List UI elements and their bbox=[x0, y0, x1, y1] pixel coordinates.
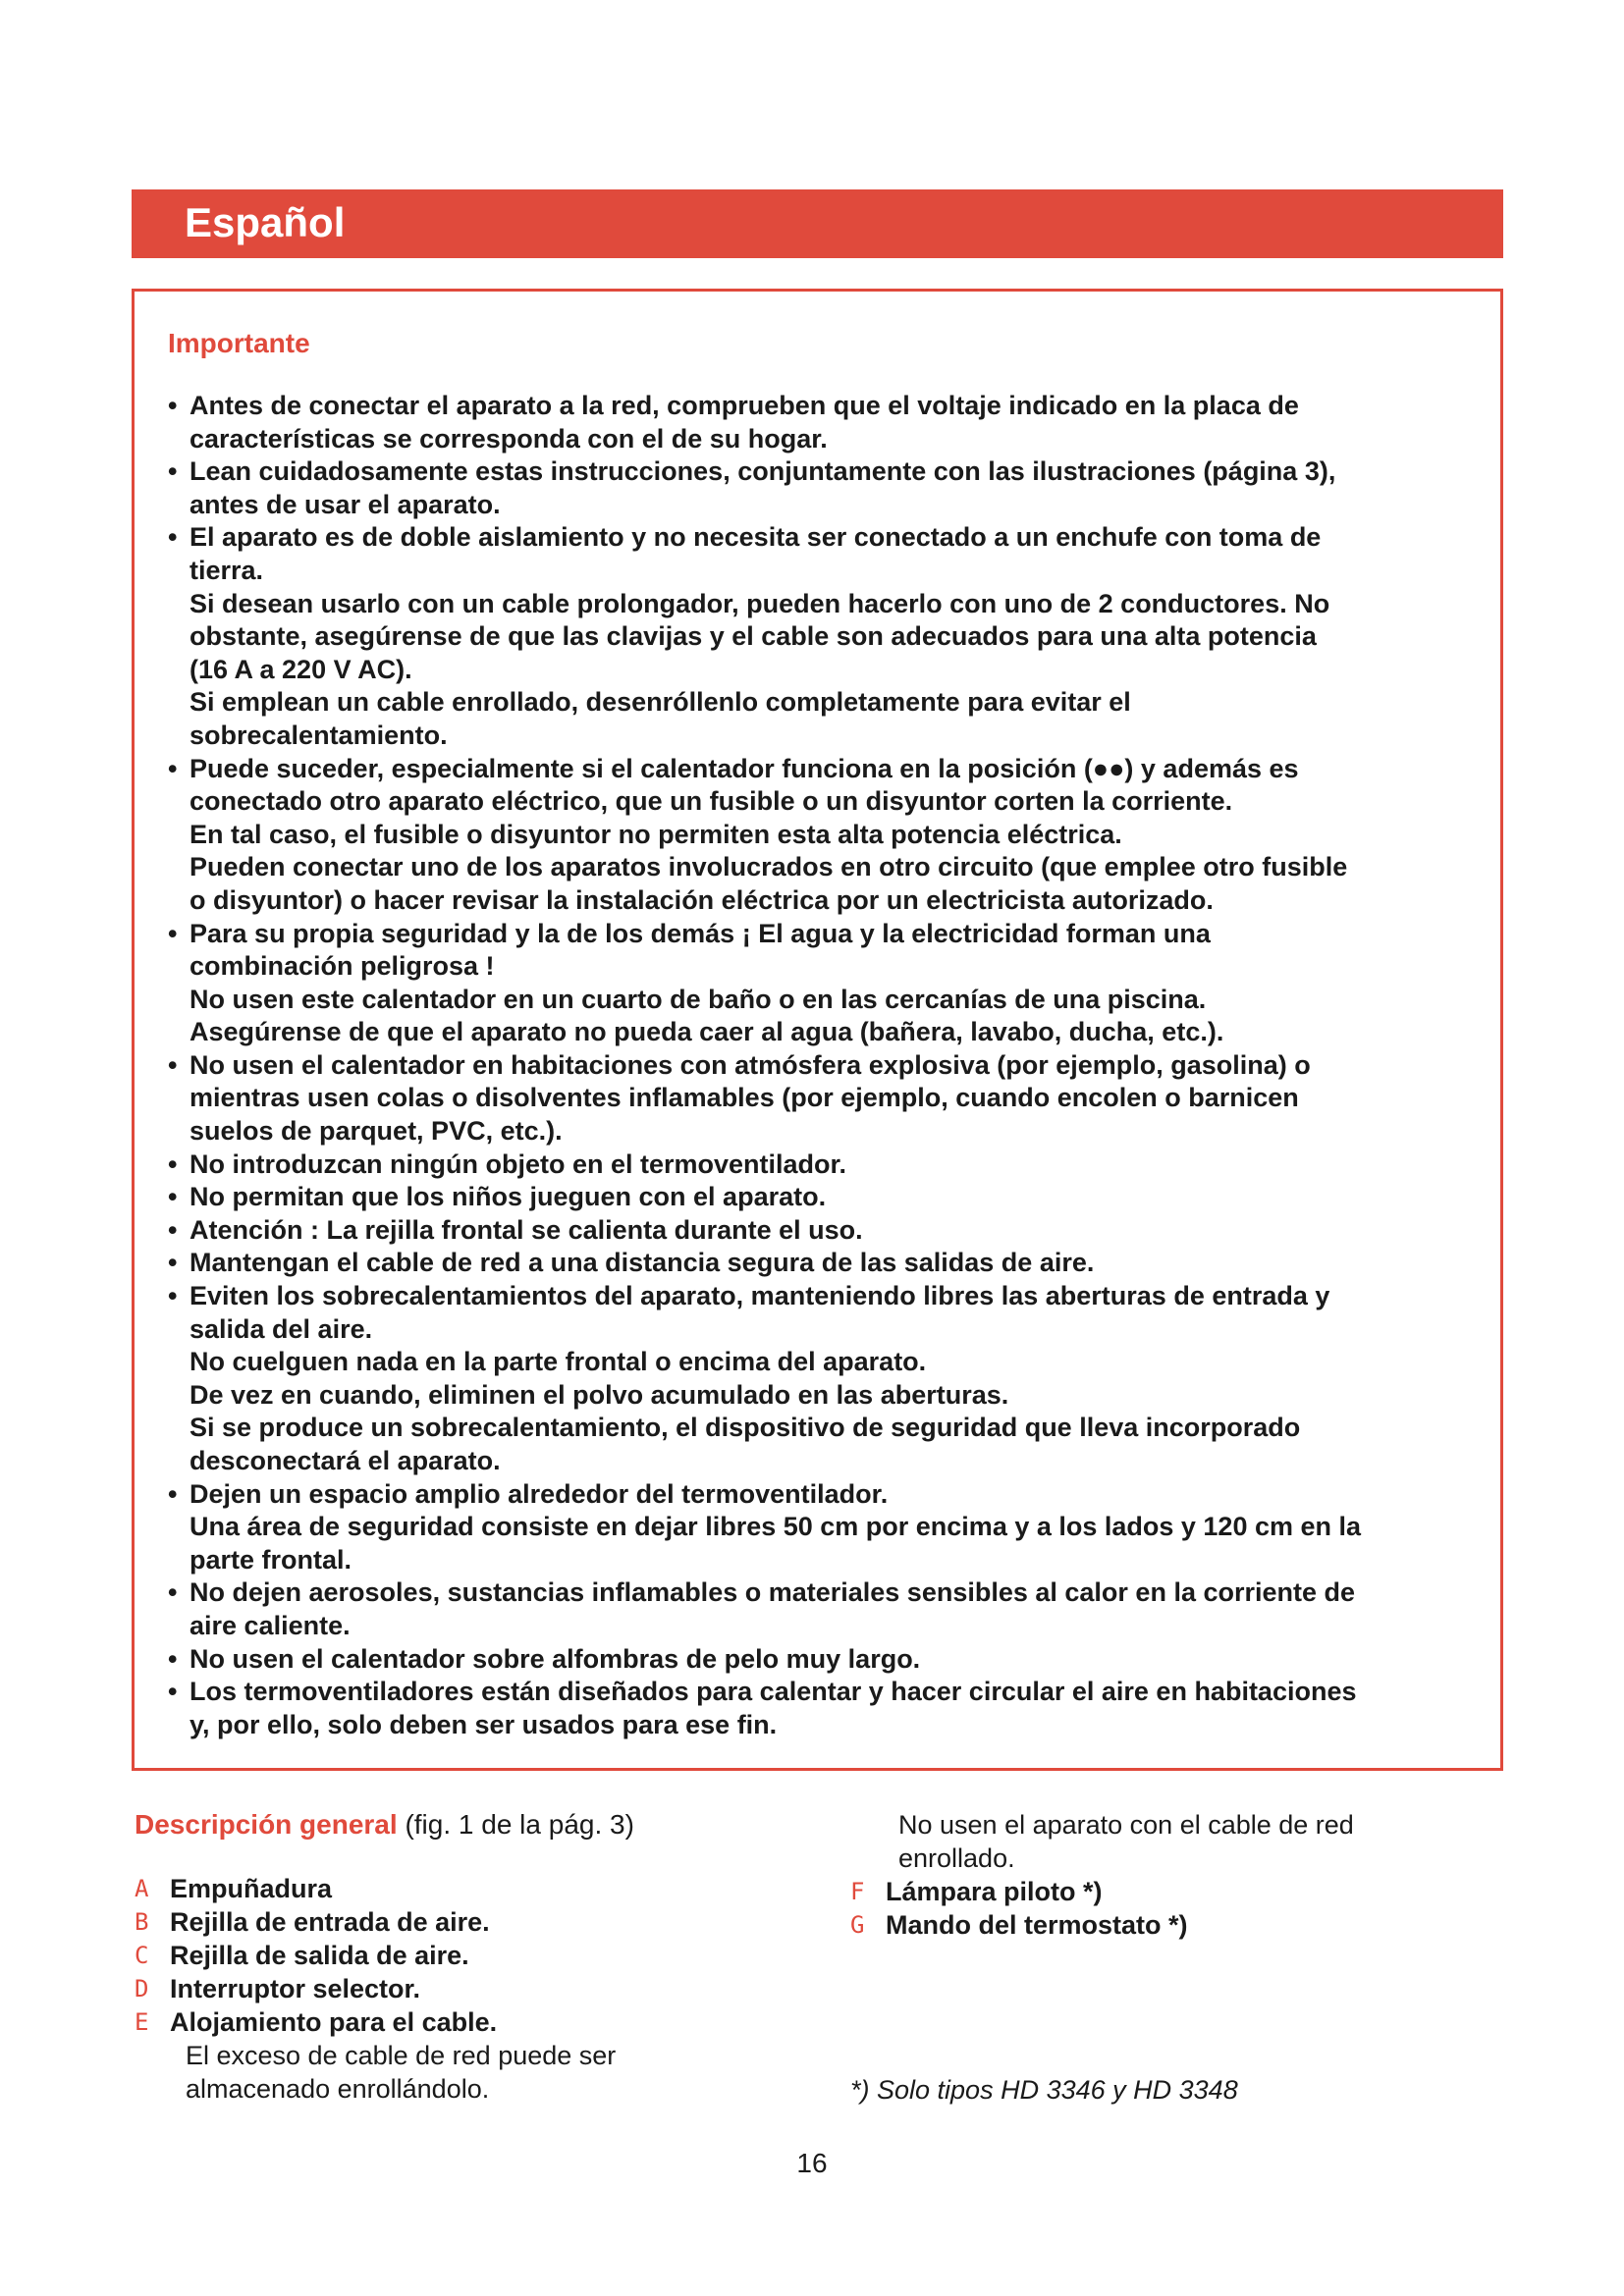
description-right-column bbox=[850, 1808, 1479, 1942]
important-item-line: características se corresponda con el de su hogar. bbox=[189, 423, 828, 454]
important-item-line: sobrecalentamiento. bbox=[189, 720, 448, 750]
important-item-line: Para su propia seguridad y la de los demás ¡ El agua y la electricidad forman una bbox=[189, 918, 1211, 948]
important-item-line: Dejen un espacio amplio alrededor del termoventilador. bbox=[189, 1478, 889, 1509]
right-note-line: No usen el aparato con el cable de red bbox=[898, 1810, 1354, 1840]
item-label: Mando del termostato *) bbox=[886, 1910, 1188, 1940]
important-item bbox=[168, 1214, 1484, 1248]
bullet-icon: • bbox=[168, 1281, 178, 1311]
description-item bbox=[135, 1972, 841, 2005]
important-item-line: No permitan que los niños jueguen con el aparato. bbox=[189, 1182, 827, 1212]
important-item bbox=[168, 753, 1484, 918]
important-item-line: Atención : La rejilla frontal se calienta durante el uso. bbox=[189, 1214, 863, 1245]
important-item bbox=[168, 1247, 1484, 1280]
item-letter: D bbox=[135, 1975, 149, 2002]
item-label: Rejilla de salida de aire. bbox=[170, 1941, 469, 1970]
bullet-icon: • bbox=[168, 456, 178, 487]
important-item-line: Asegúrense de que el aparato no pueda caer al agua (bañera, lavabo, ducha, etc.). bbox=[189, 1017, 1224, 1047]
important-item-line: salida del aire. bbox=[189, 1313, 373, 1344]
item-label: Interruptor selector. bbox=[170, 1974, 421, 2003]
important-item bbox=[168, 455, 1484, 521]
bullet-icon: • bbox=[168, 1248, 178, 1278]
footnote: *) Solo tipos HD 3346 y HD 3348 bbox=[850, 2075, 1238, 2105]
important-item bbox=[168, 1576, 1484, 1642]
important-item-line: (16 A a 220 V AC). bbox=[189, 654, 412, 684]
description-item bbox=[850, 1908, 1479, 1942]
important-item-line: No dejen aerosoles, sustancias inflamables o materiales sensibles al calor en la corriente de bbox=[189, 1577, 1356, 1608]
important-item bbox=[168, 918, 1484, 1049]
right-note-line: enrollado. bbox=[898, 1843, 1015, 1873]
important-item-line: Los termoventiladores están diseñados para calentar y hacer circular el aire en habitaciones bbox=[189, 1677, 1357, 1707]
bullet-icon: • bbox=[168, 1182, 178, 1212]
important-item-line: No usen el calentador en habitaciones con atmósfera explosiva (por ejemplo, gasolina) o bbox=[189, 1049, 1311, 1080]
description-heading-ref: (fig. 1 de la pág. 3) bbox=[405, 1809, 634, 1840]
important-item-line: Lean cuidadosamente estas instrucciones, conjuntamente con las ilustraciones (página 3), bbox=[189, 456, 1336, 487]
important-item bbox=[168, 1181, 1484, 1214]
important-item bbox=[168, 1049, 1484, 1148]
important-item-line: Una área de seguridad consiste en dejar libres 50 cm por encima y a los lados y 120 cm en la bbox=[189, 1512, 1362, 1542]
important-item bbox=[168, 390, 1484, 455]
bullet-icon: • bbox=[168, 391, 178, 420]
important-item-line: parte frontal. bbox=[189, 1544, 352, 1575]
important-item-line: suelos de parquet, PVC, etc.). bbox=[189, 1116, 563, 1147]
important-item-line: desconectará el aparato. bbox=[189, 1446, 501, 1475]
right-note bbox=[850, 1808, 1479, 1875]
e-note-line: almacenado enrollándolo. bbox=[186, 2074, 490, 2104]
bullet-icon: • bbox=[168, 522, 178, 553]
description-right-items bbox=[850, 1875, 1479, 1942]
description-item bbox=[135, 2005, 841, 2039]
item-label: Empuñadura bbox=[170, 1874, 333, 1903]
important-item bbox=[168, 1676, 1484, 1741]
bullet-icon: • bbox=[168, 1643, 178, 1674]
description-left-column bbox=[135, 1808, 841, 2106]
important-item-line: No usen el calentador sobre alfombras de pelo muy largo. bbox=[189, 1643, 921, 1674]
important-item-line: Eviten los sobrecalentamientos del aparato, manteniendo libres las aberturas de entrada y bbox=[189, 1281, 1330, 1311]
important-item-line: o disyuntor) o hacer revisar la instalación eléctrica por un electricista autorizado. bbox=[189, 884, 1214, 915]
important-item-line: antes de usar el aparato. bbox=[189, 489, 501, 519]
important-item-line: Puede suceder, especialmente si el calentador funciona en la posición (●●) y además es bbox=[189, 753, 1299, 783]
important-item-line: Si desean usarlo con un cable prolongador, pueden hacerlo con uno de 2 conductores. No bbox=[189, 588, 1330, 618]
item-letter: F bbox=[850, 1878, 865, 1905]
item-label: Rejilla de entrada de aire. bbox=[170, 1907, 490, 1937]
important-item bbox=[168, 1478, 1484, 1577]
item-label: Alojamiento para el cable. bbox=[170, 2007, 498, 2037]
description-heading-title: Descripción general bbox=[135, 1809, 398, 1840]
language-header-bar bbox=[132, 189, 1503, 258]
bullet-icon: • bbox=[168, 1148, 178, 1179]
bullet-icon: • bbox=[168, 753, 178, 783]
important-list bbox=[168, 390, 1484, 1741]
important-heading: Importante bbox=[168, 328, 310, 358]
bullet-icon: • bbox=[168, 1677, 178, 1707]
important-item-line: El aparato es de doble aislamiento y no necesita ser conectado a un enchufe con toma de bbox=[189, 522, 1322, 553]
important-item bbox=[168, 1643, 1484, 1677]
item-letter: B bbox=[135, 1908, 149, 1936]
page-number: 16 bbox=[796, 2148, 828, 2178]
language-title: Español bbox=[185, 199, 346, 245]
important-item-line: Si se produce un sobrecalentamiento, el dispositivo de seguridad que lleva incorporado bbox=[189, 1413, 1301, 1443]
item-letter: C bbox=[135, 1942, 149, 1969]
bullet-icon: • bbox=[168, 1214, 178, 1245]
important-box bbox=[132, 289, 1503, 1771]
important-item bbox=[168, 1148, 1484, 1182]
important-item bbox=[168, 521, 1484, 752]
important-item-line: De vez en cuando, eliminen el polvo acumulado en las aberturas. bbox=[189, 1379, 1009, 1410]
item-letter: E bbox=[135, 2008, 149, 2036]
important-item-line: No usen este calentador en un cuarto de baño o en las cercanías de una piscina. bbox=[189, 984, 1207, 1014]
description-item bbox=[135, 1872, 841, 1905]
important-item-line: Mantengan el cable de red a una distancia segura de las salidas de aire. bbox=[189, 1248, 1095, 1278]
important-item-line: No cuelguen nada en la parte frontal o encima del aparato. bbox=[189, 1347, 927, 1377]
bullet-icon: • bbox=[168, 1478, 178, 1509]
item-letter: A bbox=[135, 1875, 149, 1902]
important-item-line: tierra. bbox=[189, 555, 264, 585]
important-item-line: Si emplean un cable enrollado, desenróllenlo completamente para evitar el bbox=[189, 687, 1131, 718]
description-item bbox=[135, 1939, 841, 1972]
important-item-line: aire caliente. bbox=[189, 1610, 351, 1640]
e-note bbox=[135, 2039, 841, 2106]
important-item-line: obstante, asegúrense de que las clavijas y el cable son adecuados para una alta potencia bbox=[189, 621, 1317, 652]
item-label: Lámpara piloto *) bbox=[886, 1877, 1103, 1906]
bullet-icon: • bbox=[168, 1577, 178, 1608]
description-item bbox=[850, 1875, 1479, 1908]
description-left-items bbox=[135, 1872, 841, 2039]
bullet-icon: • bbox=[168, 918, 178, 948]
important-item-line: No introduzcan ningún objeto en el termoventilador. bbox=[189, 1148, 847, 1179]
item-letter: G bbox=[850, 1911, 865, 1939]
important-item bbox=[168, 1280, 1484, 1478]
important-item-line: Pueden conectar uno de los aparatos involucrados en otro circuito (que emplee otro fusible bbox=[189, 852, 1348, 882]
important-item-line: combinación peligrosa ! bbox=[189, 951, 495, 982]
important-item-line: conectado otro aparato eléctrico, que un fusible o un disyuntor corten la corriente. bbox=[189, 786, 1233, 817]
important-item-line: En tal caso, el fusible o disyuntor no permiten esta alta potencia eléctrica. bbox=[189, 819, 1122, 849]
important-item-line: Antes de conectar el aparato a la red, comprueben que el voltaje indicado en la placa de bbox=[189, 391, 1299, 420]
important-item-line: mientras usen colas o disolventes inflamables (por ejemplo, cuando encolen o barnicen bbox=[189, 1083, 1299, 1113]
description-item bbox=[135, 1905, 841, 1939]
description-heading bbox=[135, 1808, 841, 1842]
e-note-line: El exceso de cable de red puede ser bbox=[186, 2041, 617, 2070]
bullet-icon: • bbox=[168, 1049, 178, 1080]
important-item-line: y, por ello, solo deben ser usados para ese fin. bbox=[189, 1709, 778, 1739]
